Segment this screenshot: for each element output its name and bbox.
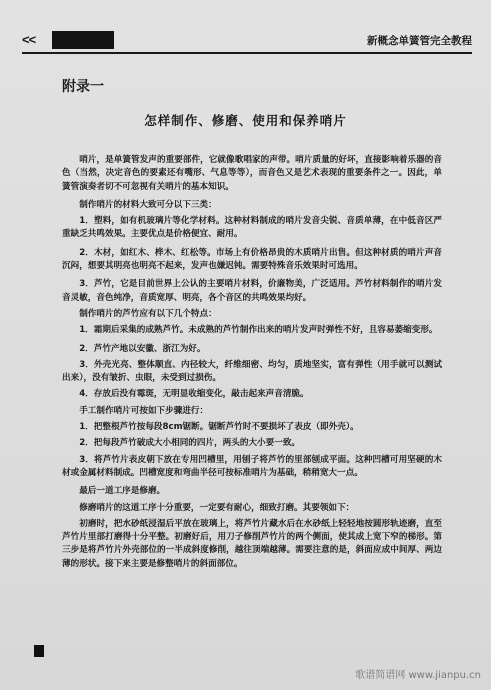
page-header: [22, 30, 472, 52]
paragraph: 3．外壳光亮、整体顺直、内径较大，纤维细密、均匀，质地坚实，富有弹性（用手就可以测试出来），没有皱折、虫眼，未受到过损伤。: [62, 359, 442, 384]
paragraph: 1．塑料，如有机玻璃片等化学材料。这种材料制成的哨片发音尖锐、音质单薄，在中低音区严重缺乏共鸣效果。主要优点是价格便宜、耐用。: [62, 216, 442, 240]
header-black-block: [52, 31, 114, 49]
paragraph: 2．木材，如红木、桦木、红松等。市场上有价格昂贵的木质哨片出售。但这种材质的哨片声音沉闷，想要其明亮也明亮不起来，发声也嫌迟钝。需要特殊音乐效果时可选用。: [62, 247, 442, 272]
paragraph: 2．芦竹产地以安徽、浙江为好。: [79, 343, 206, 354]
paragraph: 制作哨片的芦竹应有以下几个特点：: [79, 308, 217, 319]
paragraph: 初磨时，把水砂纸浸湿后平放在玻璃上，将芦竹片藏水后在水砂纸上轻轻地按圆形轨迹磨，直至芦竹片里部打磨得十分平整。初磨好后，用刀子修削芦竹片的两个侧面，使其成上宽下窄的梯形。第三步是将芦竹片外壳部位的一半成斜度修削，越往顶端越薄。需要注意的是，斜面应成中间厚、两边薄的形状。接下来主要是修整哨片的斜面部位。: [62, 518, 442, 569]
paragraph: 最后一道工序是修磨。: [79, 486, 166, 497]
paragraph: 3．将芦竹片表皮朝下放在专用凹槽里，用刨子将芦竹的里部刨成平面。这种凹槽可用坚硬的木材或金属材料制成。凹槽宽度和弯曲半径可按标准哨片为基础，稍稍宽大一点。: [62, 454, 442, 478]
chevron-left-icon: <<: [22, 32, 36, 47]
paragraph: 4．存放后没有霉斑，无明显收缩变化，敲击起来声音清脆。: [79, 389, 309, 400]
site-watermark: 歌谱简谱网 www.jianpu.cn: [355, 670, 481, 681]
paragraph: 1．霜期后采集的成熟芦竹。未成熟的芦竹制作出来的哨片发声时弹性不好，且容易萎缩变形。: [79, 325, 438, 336]
header-rule: [22, 52, 472, 54]
paragraph: 3．芦竹，它是目前世界上公认的主要哨片材料，价廉物美，广泛适用。芦竹材料制作的哨片发音灵敏，音色纯净，音质宽厚、明亮，各个音区的共鸣效果均好。: [62, 279, 442, 303]
paragraph: 1．把整根芦竹按每段8cm锯断。锯断芦竹时不要损坏了表皮（即外壳）。: [79, 422, 359, 433]
paragraph: 制作哨片的材料大致可分以下三类：: [79, 199, 217, 210]
page-corner-marker: [34, 645, 44, 657]
paragraph: 2．把每段芦竹破成大小相同的四片，两头的大小要一致。: [79, 438, 301, 449]
book-title: 新概念单簧管完全教程: [367, 35, 472, 47]
article-title: 怎样制作、修磨、使用和保养哨片: [144, 113, 347, 128]
paragraph: 哨片，是单簧管发声的重要部件，它就像歌唱家的声带。哨片质量的好坏，直接影响着乐器的音色（当然，决定音色的要素还有嘴形、气息等等），而音色又是艺术表现的重要条件之一。因此，单簧管演奏者切不可忽视有关哨片的基本知识。: [62, 155, 442, 192]
paragraph: 修磨哨片的这道工序十分重要，一定要有耐心，细致打磨。其要领如下：: [79, 502, 355, 513]
appendix-label: 附录一: [62, 79, 104, 95]
paragraph: 手工制作哨片可按如下步骤进行：: [79, 405, 209, 416]
article-body: [62, 154, 442, 576]
